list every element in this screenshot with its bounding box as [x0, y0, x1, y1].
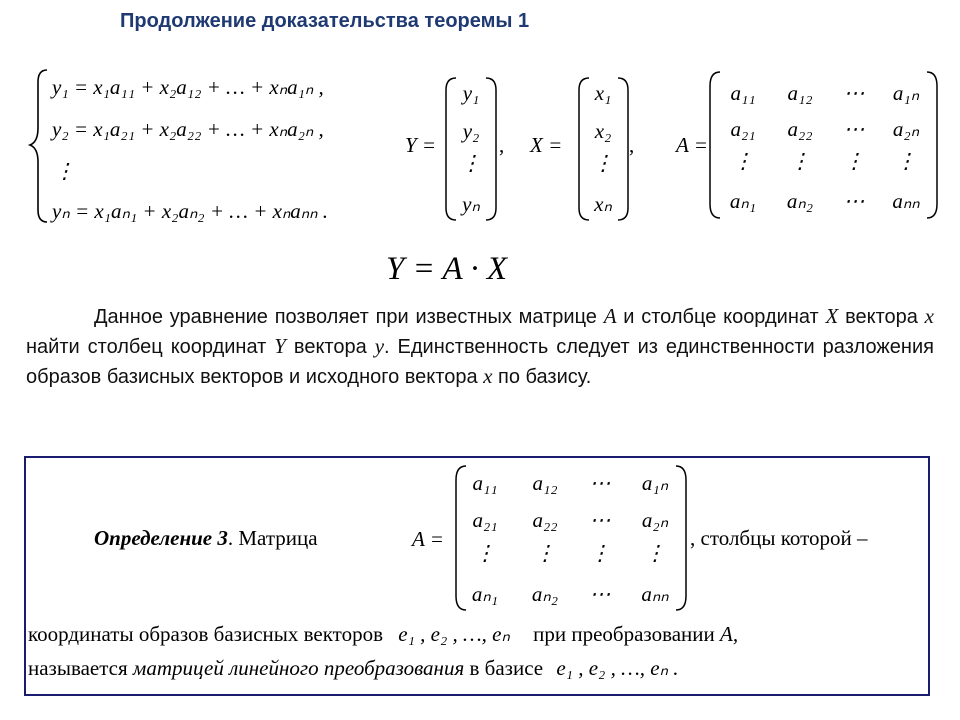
- definition-line-2: [28, 622, 932, 647]
- definition-matrix-cell: a₂₂: [532, 508, 558, 532]
- para-var-a: A: [603, 304, 617, 328]
- a-matrix-cell: ⋮: [843, 149, 865, 173]
- para-text: и столбце координат: [616, 306, 826, 328]
- definition-line3-italic: матрицей линейного преобразования: [132, 656, 465, 680]
- main-equation: Y = A · X: [386, 251, 507, 287]
- a-matrix-cell: ⋮: [789, 149, 811, 173]
- para-var-x-small: x: [483, 364, 493, 388]
- x-matrix-cell: xₙ: [594, 192, 612, 216]
- a-matrix-cell: a₂₂: [787, 117, 813, 141]
- explanation-paragraph: [26, 302, 934, 392]
- a-matrix-cell: a₂ₙ: [892, 117, 920, 141]
- definition-matrix-cell: a₁₂: [532, 471, 558, 495]
- system-row-3: ⋮: [54, 159, 75, 183]
- comma: ,: [499, 133, 505, 157]
- x-right-paren: [618, 78, 628, 220]
- definition-line2-text: координаты образов базисных векторов: [28, 622, 383, 646]
- x-left-paren: [579, 78, 589, 220]
- definition-basis-2: e₁ , e₂ , …, eₙ .: [556, 656, 679, 680]
- definition-matrix-cell: aₙₙ: [641, 582, 669, 606]
- a-matrix-cell: a₁₁: [730, 81, 756, 105]
- y-left-paren: [446, 78, 456, 220]
- definition-matrix-cell: a₂ₙ: [641, 508, 669, 532]
- a-matrix-cell: a₁ₙ: [892, 81, 920, 105]
- para-var-y: Y: [274, 334, 286, 358]
- definition-basis: e₁ , e₂ , …, eₙ: [398, 622, 510, 646]
- x-matrix-cell: ⋮: [592, 151, 614, 175]
- definition-matrix-cell: ⋯: [589, 508, 611, 532]
- y-matrix: [460, 81, 481, 216]
- definition-matrix-cell: aₙ₂: [531, 582, 559, 606]
- definition-after-label: . Матрица: [227, 526, 318, 550]
- definition-matrix-cell: ⋮: [589, 541, 611, 565]
- a-matrix-cell: aₙ₁: [729, 189, 757, 213]
- definition-matrix-cell: ⋯: [589, 582, 611, 606]
- para-text: по базису.: [492, 366, 592, 388]
- definition-line2-tail: при преобразовании: [533, 622, 715, 646]
- para-text: . Единственность следует из единственности разложения образов базисных векторов и исходного вектора: [26, 336, 934, 388]
- y-matrix-cell: y₂: [462, 119, 480, 143]
- definition-a-label: A =: [412, 527, 444, 551]
- definition-heading: [94, 526, 318, 551]
- y-right-paren: [486, 78, 496, 220]
- a-matrix: [730, 81, 920, 213]
- para-text: найти столбец координат: [26, 336, 275, 358]
- slide-title: Продолжение доказательства теоремы 1: [120, 10, 530, 32]
- x-matrix-cell: x₁: [594, 81, 612, 105]
- definition-line3-mid: в базисе: [469, 656, 544, 680]
- definition-line-3: [28, 656, 678, 681]
- a-matrix-cell: aₙₙ: [892, 189, 920, 213]
- x-matrix-label: X =: [530, 133, 563, 157]
- definition-matrix-cell: a₁ₙ: [641, 471, 669, 495]
- y-matrix-label: Y =: [405, 133, 437, 157]
- a-matrix-cell: ⋮: [732, 149, 754, 173]
- a-left-paren: [710, 72, 720, 218]
- a-right-paren: [927, 72, 937, 218]
- definition-line3-pre: называется: [28, 656, 128, 680]
- a-matrix-label: A =: [676, 133, 708, 157]
- a-matrix-cell: ⋯: [843, 81, 865, 105]
- a-matrix-cell: aₙ₂: [786, 189, 814, 213]
- para-var-y-small: y: [374, 334, 385, 358]
- definition-after-matrix: , столбцы которой –: [690, 526, 868, 550]
- para-var-x: X: [825, 304, 839, 328]
- y-matrix-cell: y₁: [462, 81, 480, 105]
- a-matrix-cell: ⋮: [895, 149, 917, 173]
- definition-line2-a: A,: [720, 622, 739, 646]
- a-matrix-cell: a₂₁: [730, 117, 756, 141]
- definition-matrix-cell: ⋮: [474, 541, 496, 565]
- y-matrix-cell: yₙ: [462, 192, 480, 216]
- para-text: вектора: [838, 306, 925, 328]
- a-matrix-cell: ⋯: [843, 189, 865, 213]
- definition-matrix-cell: aₙ₁: [471, 582, 499, 606]
- definition-label: Определение 3: [94, 526, 228, 550]
- system-row-4: yₙ = x₁aₙ₁ + x₂aₙ₂ + … + xₙaₙₙ .: [52, 199, 329, 223]
- definition-matrix-cell: ⋮: [534, 541, 556, 565]
- x-matrix: [593, 81, 614, 216]
- y-matrix-cell: ⋮: [460, 151, 482, 175]
- definition-matrix-cell: a₁₁: [472, 471, 498, 495]
- a-matrix-cell: a₁₂: [787, 81, 813, 105]
- para-text: Данное уравнение позволяет при известных матрице: [94, 306, 604, 328]
- para-var-x-small: x: [924, 304, 934, 328]
- x-matrix-cell: x₂: [594, 119, 612, 143]
- system-row-2: y₂ = x₁a₂₁ + x₂a₂₂ + … + xₙa₂ₙ ,: [52, 117, 324, 141]
- definition-matrix-cell: ⋯: [589, 471, 611, 495]
- system-brace: [30, 70, 47, 222]
- comma: ,: [629, 133, 635, 157]
- a-matrix-cell: ⋯: [843, 117, 865, 141]
- definition-matrix-cell: ⋮: [644, 541, 666, 565]
- system-row-1: y₁ = x₁a₁₁ + x₂a₁₂ + … + xₙa₁ₙ ,: [52, 75, 324, 99]
- para-text: вектора: [285, 336, 375, 358]
- definition-matrix-cell: a₂₁: [472, 508, 498, 532]
